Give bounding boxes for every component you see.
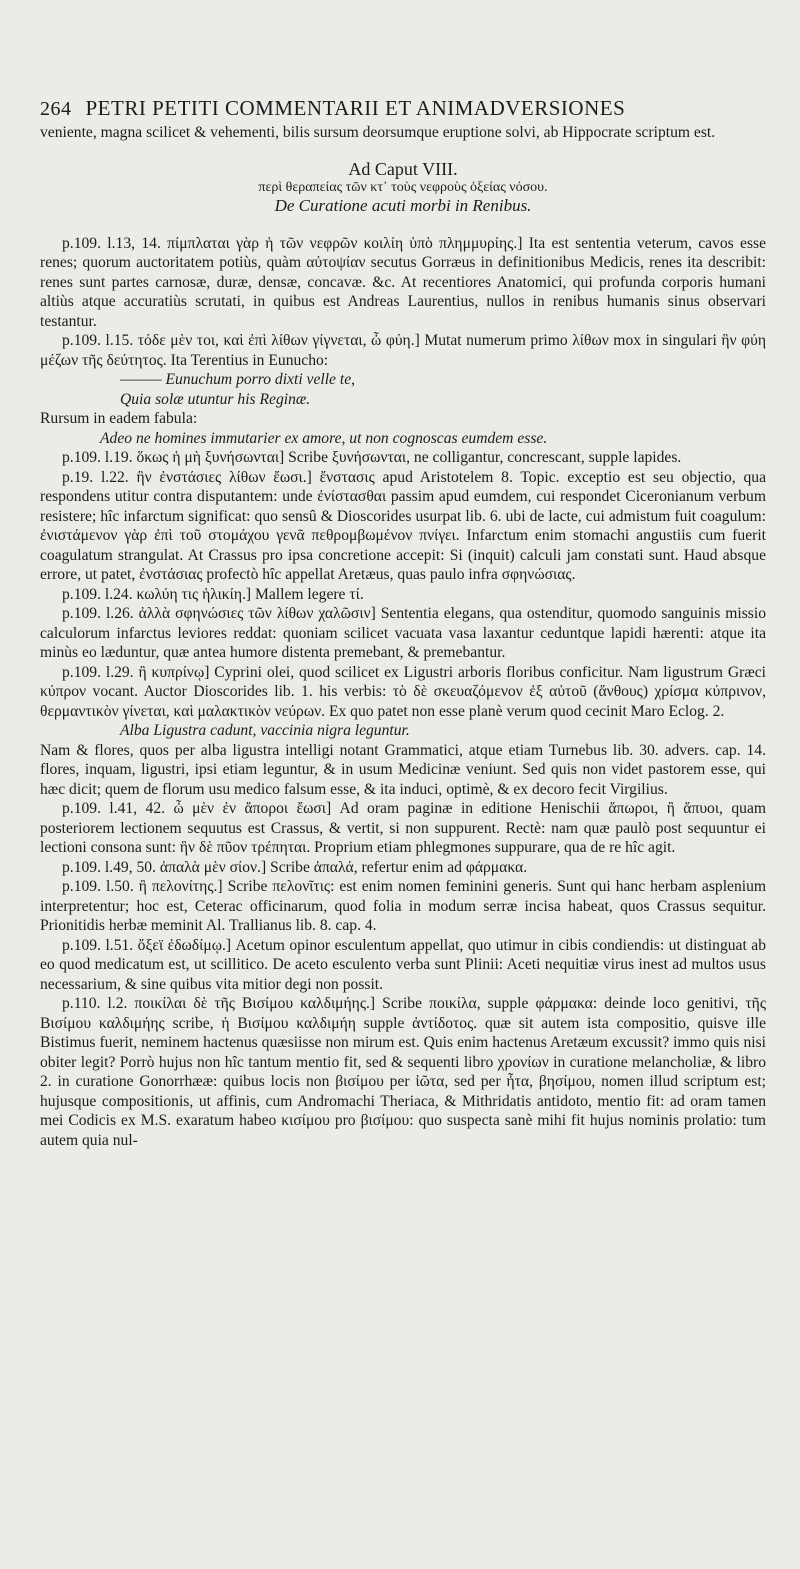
paragraph: p.109. l.24. κωλύη τις ἡλικίη.] Mallem legere τί. xyxy=(62,585,364,603)
verse-line: Quia solæ utuntur his Reginæ. xyxy=(120,390,311,408)
paragraph: p.109. l.13, 14. πίμπλαται γὰρ ἡ τῶν νεφρῶν κοιλίη ὑπὸ πλημμυρίης.] Ita est sententia veterum, cavos esse renes; quorum auctoritatem potiùs, quàm αὐτοψίαν secutus Gorræus in definitionibus Medicis, renes ita describit: renes sunt partes carnosæ, duræ, densæ, concavæ. &c. At recentiores Anatomici, qui profunda corporis humani altiùs atque accuratiùs scrutati, in quibus est Andreas Laurentius, nullos in renibus humanis sinus observari testantur. xyxy=(40,234,766,330)
paragraph: p.109. l.15. τόδε μὲν τοι, καὶ ἐπὶ λίθων γίγνεται, ὦ φύη.] Mutat numerum primo λίθων mox in singulari ἣν φύη μέζων τῆς δεύτητος. Ita Terentius in Eunucho: xyxy=(40,332,766,369)
chapter-greek-title: περὶ θεραπείας τῶν κτ᾿ τοὺς νεφροὺς ὀξείας νόσου. xyxy=(258,179,548,195)
intro-paragraph: veniente, magna scilicet & vehementi, bilis sursum deorsumque eruptione solvi, ab Hippocrate scriptum est. xyxy=(40,124,716,141)
page-number: 264 xyxy=(40,98,72,120)
verse-line: Alba Ligustra cadunt, vaccinia nigra leguntur. xyxy=(120,722,410,739)
paragraph: p.110. l.2. ποικίλαι δὲ τῆς Βισίμου καλδιμήης.] Scribe ποικίλα, supple φάρμακα: deinde loco genitivi, τῆς Βισίμου καλδιμήης scribe, ἡ Βισίμου καλδιμήη supple ἀντίδοτος. quæ sit autem ista compositio, quisve ille Bistimus fuerit, neminem hactenus quæsiisse non mirum est. Quis enim hactenus Aretæum excussit? immo quis nisi obiter legit? Porrò hujus non hîc tantum mentio fit, sed & sequenti libro χρονίων in curatione melancholiæ, & libro 2. in curatione Gonorrhææ: quibus locis non βισίμου per ἰῶτα, sed per ἦτα, βησίμου, nomen illud scriptum est; hujusque compositionis, ut affinis, cum Andromachi Theriaca, & Mithridatis antidoto, mentio fit: ad oram tamen mei Codicis ex M.S. exaratum habeo κισίμου pro βισίμου: quo suspecta sanè mihi fit hujus nominis prolatio: tum autem quia nul- xyxy=(40,995,766,1149)
paragraph: p.109. l.49, 50. ἁπαλὰ μὲν σίον.] Scribe ἁπαλά, refertur enim ad φάρμακα. xyxy=(62,858,528,876)
paragraph: p.109. l.19. ὅκως ἡ μὴ ξυνήσωνται] Scribe ξυνήσωνται, ne colligantur, concrescant, supple lapides. xyxy=(62,449,682,466)
paragraph: Nam & flores, quos per alba ligustra intelligi notant Grammatici, atque etiam Turnebus lib. 30. advers. cap. 14. flores, inquam, ligustri, ipsi etiam leguntur, & in usum Medicinæ veniunt. Sed quis non videt pastorem esse, qui hæc dicit; quem de florum usu medico falsum esse, & ita induci, optimè, & ex decoro fecit Virgilius. xyxy=(40,741,766,798)
paragraph: p.109. l.41, 42. ὦ μὲν ἐν ἄποροι ἔωσι] Ad oram paginæ in editione Henischii ἄπωροι, ἢ ἄπυοι, quam posteriorem lectionem sequutus est Crassus, & vertit, si non suppurent. Rectè: nam quæ paulò post sequuntur ei lectioni consona sunt: ἣν δὲ πῦον τρέπηται. Proprium etiam phlegmones suppurare, qua de re hîc agit. xyxy=(40,800,766,856)
chapter-heading xyxy=(40,159,766,216)
chapter-title: Ad Caput VIII. xyxy=(348,158,458,179)
paragraph: p.109. l.29. ἢ κυπρίνῳ] Cyprini olei, quod scilicet ex Ligustri arboris floribus conficitur. Nam ligustrum Græci κύπρον vocant. Auctor Dioscorides lib. 1. his verbis: τὸ δὲ σκευαζόμενον ἐξ αὐτοῦ (ἄνθους) χρίσμα κύπρινον, θερμαντικὸν γίνεται, καὶ μαλακτικὸν νεύρων. Ex quo patet non esse planè verum quod cecinit Maro Eclog. 2. xyxy=(40,663,766,720)
paragraph: p.109. l.26. ἀλλὰ σφηνώσιες τῶν λίθων χαλῶσιν] Sententia elegans, qua ostenditur, quomodo sanguinis missio calculorum infarctus leviores reddat: quoniam scilicet vacuata vasa laxantur ceduntque lapidi hærenti: atque ita minùs eo læduntur, quæ antea humore distenta premebant, & premebantur. xyxy=(40,605,766,661)
verse-line: Adeo ne homines immutarier ex amore, ut non cognoscas eumdem esse. xyxy=(100,429,548,447)
chapter-subtitle: De Curatione acuti morbi in Renibus. xyxy=(274,195,532,215)
running-header xyxy=(40,96,766,121)
paragraph: p.19. l.22. ἣν ἐνστάσιες λίθων ἔωσι.] ἔνστασις apud Aristotelem 8. Topic. exceptio est seu objectio, qua respondens utitur contra disputantem: unde ἐνίστασθαι passim apud eumdem, cui respondet Ciceronianum verbum resistere; hîc infarctum significat: quo sensû & Dioscorides usurpat lib. 6. ubi de lacte, cui admistum fuit coagulum: ἐνιστάμενον γὰρ ἐπὶ τοῦ στομάχου γενᾶ πεθρομβωμένον πνίγει. Infarctum enim stomachi angustiis cum fuerit coagulatum strangulat. At Crassus pro ipsa concretione accepit: Si (inquit) calculi jam constati sunt. Haud absque errore, ut patet, ἐνστάσιας profectò hîc appellat Aretæus, quas paulo infra σφηνώσιας. xyxy=(40,468,766,583)
paragraph: p.109. l.50. ἢ πελονίτης.] Scribe πελονῖτις: est enim nomen feminini generis. Sunt qui hanc herbam asplenium interpretentur; hoc est, Ceterac officinarum, quod folia in modum serræ incisa habeat, quos Crassus sequitur. Prionitidis herbæ meminit Al. Trallianus lib. 8. cap. 4. xyxy=(40,878,766,934)
paragraph: p.109. l.51. ὄξεϊ ἐδωδίμῳ.] Acetum opinor esculentum appellat, quo utimur in cibis condiendis: ut distinguat ab eo quod medicatum est, ut scillitico. De aceto esculento verba sunt Plinii: Aceti nequitiæ virus inest ad multos usus necessarium, & sine quibus vita mitior degi non possit. xyxy=(40,936,766,993)
verse-line: ——— Eunuchum porro dixti velle te, xyxy=(120,371,356,388)
paragraph: Rursum in eadem fabula: xyxy=(40,410,198,427)
running-title: PETRI PETITI COMMENTARII ET ANIMADVERSIONES xyxy=(85,96,626,120)
